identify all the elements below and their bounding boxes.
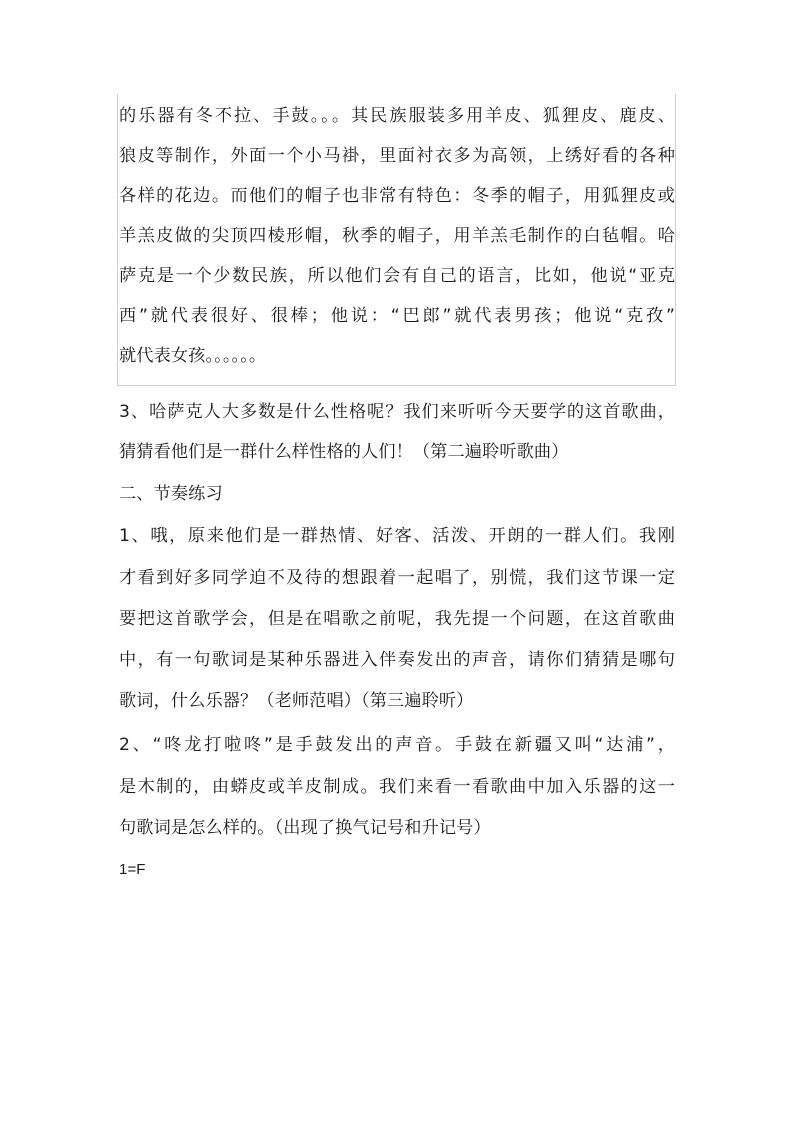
boxed-text-line: 羊羔皮做的尖顶四棱形帽，秋季的帽子，用羊羔毛制作的白毡帽。哈 [119, 226, 675, 246]
boxed-text-line: 西”就代表很好、很棒；他说：“巴郎”就代表男孩；他说“克孜” [119, 306, 675, 326]
item-2-line: 句歌词是怎么样的。（出现了换气记号和升记号） [119, 818, 491, 838]
boxed-text-line: 各样的花边。而他们的帽子也非常有特色：冬季的帽子，用狐狸皮或 [119, 186, 675, 206]
item-1-line: 1、哦，原来他们是一群热情、好客、活泼、开朗的一群人们。我刚 [119, 526, 675, 546]
boxed-text-line: 的乐器有冬不拉、手鼓。。。其民族服装多用羊皮、狐狸皮、鹿皮、 [119, 106, 675, 126]
item-1-line: 才看到好多同学迫不及待的想跟着一起唱了，别慌，我们这节课一定 [119, 568, 675, 588]
item-1-line: 歌词，什么乐器？（老师范唱）（第三遍聆听） [119, 691, 474, 711]
item-1-line: 要把这首歌学会，但是在唱歌之前呢，我先提一个问题，在这首歌曲 [119, 609, 675, 629]
boxed-text-line: 萨克是一个少数民族，所以他们会有自己的语言，比如，他说“亚克 [119, 266, 675, 286]
section-heading: 二、节奏练习 [119, 484, 223, 504]
boxed-text-line: 就代表女孩。。。。。。 [119, 346, 267, 366]
item-1-line: 中，有一句歌词是某种乐器进入伴奏发出的声音，请你们猜猜是哪句 [119, 650, 675, 670]
boxed-text-line: 狼皮等制作，外面一个小马褂，里面衬衣多为高领，上绣好看的各种 [119, 146, 675, 166]
item-2-line: 2、“咚龙打啦咚”是手鼓发出的声音。手鼓在新疆又叫“达浦”， [119, 735, 675, 755]
item-3-line: 3、哈萨克人大多数是什么性格呢？我们来听听今天要学的这首歌曲， [119, 402, 675, 422]
item-3-line: 猜猜看他们是一群什么样性格的人们！（第二遍聆听歌曲） [119, 442, 569, 462]
item-2-line: 是木制的，由蟒皮或羊皮制成。我们来看一看歌曲中加入乐器的这一 [119, 777, 675, 797]
key-signature: 1=F [119, 861, 146, 878]
